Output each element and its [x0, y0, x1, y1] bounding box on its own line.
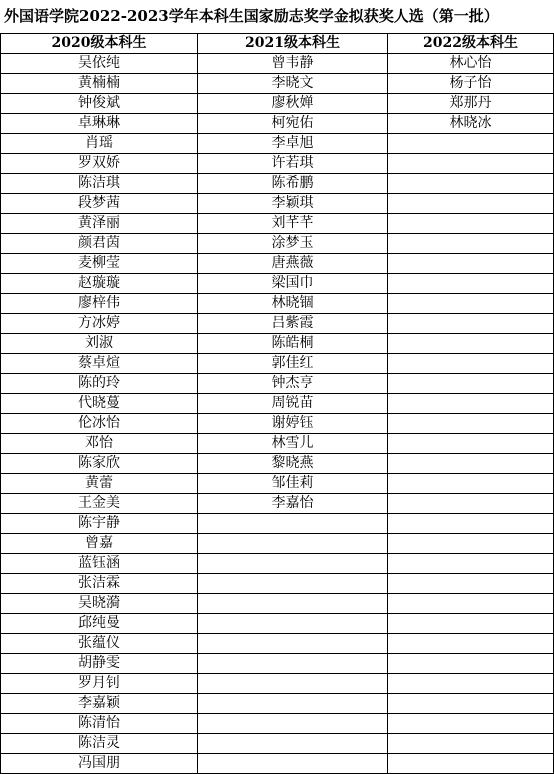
cell-grade-2021: 李卓旭: [198, 134, 388, 154]
table-row: [1, 254, 554, 274]
cell-grade-2022: [388, 754, 554, 774]
cell-grade-2020: 蓝钰涵: [1, 554, 198, 574]
cell-grade-2020: 陈的玲: [1, 374, 198, 394]
cell-grade-2022: [388, 234, 554, 254]
cell-grade-2021: [198, 734, 388, 754]
table-row: [1, 134, 554, 154]
cell-grade-2021: [198, 754, 388, 774]
cell-grade-2020: 冯国朋: [1, 754, 198, 774]
cell-grade-2020: 曾嘉: [1, 534, 198, 554]
cell-grade-2022: [388, 634, 554, 654]
table-row: [1, 274, 554, 294]
cell-grade-2021: 柯宛佑: [198, 114, 388, 134]
table-row: [1, 654, 554, 674]
cell-grade-2021: 林晓锢: [198, 294, 388, 314]
table-row: [1, 314, 554, 334]
cell-grade-2022: [388, 154, 554, 174]
cell-grade-2020: 赵璇璇: [1, 274, 198, 294]
cell-grade-2020: 刘淑: [1, 334, 198, 354]
table-row: [1, 114, 554, 134]
cell-grade-2020: 麦柳莹: [1, 254, 198, 274]
table-row: [1, 574, 554, 594]
cell-grade-2021: 李嘉怡: [198, 494, 388, 514]
table-row: [1, 634, 554, 654]
cell-grade-2021: 梁国巾: [198, 274, 388, 294]
cell-grade-2021: 吕紫霞: [198, 314, 388, 334]
table-row: [1, 534, 554, 554]
cell-grade-2021: 廖秋婵: [198, 94, 388, 114]
cell-grade-2020: 黄楠楠: [1, 74, 198, 94]
table-row: [1, 554, 554, 574]
cell-grade-2020: 张蕴仪: [1, 634, 198, 654]
cell-grade-2022: [388, 274, 554, 294]
cell-grade-2020: 代晓蔓: [1, 394, 198, 414]
cell-grade-2021: 林雪儿: [198, 434, 388, 454]
cell-grade-2021: 唐燕薇: [198, 254, 388, 274]
table-row: [1, 334, 554, 354]
cell-grade-2022: [388, 374, 554, 394]
cell-grade-2020: 蔡卓煊: [1, 354, 198, 374]
cell-grade-2021: 钟杰亨: [198, 374, 388, 394]
cell-grade-2021: 周锐苗: [198, 394, 388, 414]
table-row: [1, 694, 554, 714]
cell-grade-2021: 邹佳莉: [198, 474, 388, 494]
header-grade-2021: 2021级本科生: [198, 34, 388, 54]
cell-grade-2022: [388, 214, 554, 234]
cell-grade-2022: [388, 294, 554, 314]
cell-grade-2021: [198, 634, 388, 654]
cell-grade-2022: [388, 554, 554, 574]
cell-grade-2022: [388, 614, 554, 634]
table-row: [1, 714, 554, 734]
cell-grade-2020: 伦冰怡: [1, 414, 198, 434]
table-row: [1, 674, 554, 694]
cell-grade-2020: 王金美: [1, 494, 198, 514]
cell-grade-2021: 陈皓桐: [198, 334, 388, 354]
cell-grade-2020: 张洁霖: [1, 574, 198, 594]
table-row: [1, 234, 554, 254]
table-row: [1, 394, 554, 414]
cell-grade-2022: [388, 574, 554, 594]
cell-grade-2020: 罗月钊: [1, 674, 198, 694]
cell-grade-2022: [388, 394, 554, 414]
cell-grade-2020: 黄泽丽: [1, 214, 198, 234]
header-row: [1, 34, 554, 54]
cell-grade-2020: 邓怡: [1, 434, 198, 454]
cell-grade-2020: 方冰婷: [1, 314, 198, 334]
cell-grade-2022: 林晓冰: [388, 114, 554, 134]
cell-grade-2021: [198, 574, 388, 594]
cell-grade-2021: 谢婷钰: [198, 414, 388, 434]
header-grade-2020: 2020级本科生: [1, 34, 198, 54]
cell-grade-2020: 钟俊斌: [1, 94, 198, 114]
cell-grade-2020: 颜君茵: [1, 234, 198, 254]
cell-grade-2021: 涂梦玉: [198, 234, 388, 254]
cell-grade-2021: 曾韦静: [198, 54, 388, 74]
cell-grade-2022: 郑那丹: [388, 94, 554, 114]
cell-grade-2020: 李嘉颖: [1, 694, 198, 714]
cell-grade-2020: 吴依纯: [1, 54, 198, 74]
table-row: [1, 454, 554, 474]
cell-grade-2020: 段梦茜: [1, 194, 198, 214]
cell-grade-2022: [388, 434, 554, 454]
cell-grade-2021: 李颖琪: [198, 194, 388, 214]
cell-grade-2022: [388, 454, 554, 474]
table-row: [1, 374, 554, 394]
cell-grade-2021: 郭佳红: [198, 354, 388, 374]
table-row: [1, 494, 554, 514]
cell-grade-2022: [388, 414, 554, 434]
table-row: [1, 214, 554, 234]
cell-grade-2022: [388, 534, 554, 554]
cell-grade-2022: [388, 594, 554, 614]
table-row: [1, 594, 554, 614]
award-roster-table: [0, 33, 554, 774]
cell-grade-2021: 陈希鹏: [198, 174, 388, 194]
table-row: [1, 174, 554, 194]
cell-grade-2020: 肖瑶: [1, 134, 198, 154]
sheet-title: 外国语学院2022-2023学年本科生国家励志奖学金拟获奖人选（第一批）: [4, 7, 499, 25]
cell-grade-2021: [198, 594, 388, 614]
cell-grade-2022: [388, 134, 554, 154]
table-row: [1, 74, 554, 94]
cell-grade-2021: [198, 654, 388, 674]
table-row: [1, 414, 554, 434]
cell-grade-2022: [388, 194, 554, 214]
cell-grade-2022: [388, 254, 554, 274]
cell-grade-2020: 廖梓伟: [1, 294, 198, 314]
cell-grade-2022: 林心怡: [388, 54, 554, 74]
cell-grade-2022: [388, 514, 554, 534]
cell-grade-2021: [198, 554, 388, 574]
cell-grade-2020: 陈家欣: [1, 454, 198, 474]
table-row: [1, 94, 554, 114]
cell-grade-2020: 陈宇静: [1, 514, 198, 534]
table-row: [1, 614, 554, 634]
table-row: [1, 194, 554, 214]
cell-grade-2021: [198, 714, 388, 734]
cell-grade-2022: [388, 174, 554, 194]
table-row: [1, 754, 554, 774]
cell-grade-2020: 胡静雯: [1, 654, 198, 674]
cell-grade-2022: [388, 474, 554, 494]
table-row: [1, 514, 554, 534]
cell-grade-2022: [388, 314, 554, 334]
table-row: [1, 294, 554, 314]
cell-grade-2020: 陈洁琪: [1, 174, 198, 194]
cell-grade-2020: 陈洁灵: [1, 734, 198, 754]
table-row: [1, 474, 554, 494]
cell-grade-2020: 黄蕾: [1, 474, 198, 494]
cell-grade-2022: [388, 694, 554, 714]
cell-grade-2020: 卓琳琳: [1, 114, 198, 134]
table-row: [1, 434, 554, 454]
table-row: [1, 54, 554, 74]
table-row: [1, 154, 554, 174]
cell-grade-2021: [198, 694, 388, 714]
cell-grade-2021: [198, 514, 388, 534]
cell-grade-2021: [198, 534, 388, 554]
cell-grade-2021: 李晓文: [198, 74, 388, 94]
cell-grade-2022: [388, 354, 554, 374]
cell-grade-2021: [198, 674, 388, 694]
cell-grade-2022: 杨子怡: [388, 74, 554, 94]
header-grade-2022: 2022级本科生: [388, 34, 554, 54]
cell-grade-2020: 罗双娇: [1, 154, 198, 174]
cell-grade-2020: 陈清怡: [1, 714, 198, 734]
cell-grade-2022: [388, 674, 554, 694]
cell-grade-2021: [198, 614, 388, 634]
cell-grade-2022: [388, 734, 554, 754]
cell-grade-2022: [388, 654, 554, 674]
cell-grade-2021: 黎晓燕: [198, 454, 388, 474]
cell-grade-2020: 邱纯曼: [1, 614, 198, 634]
cell-grade-2021: 许若琪: [198, 154, 388, 174]
cell-grade-2020: 吴晓漪: [1, 594, 198, 614]
table-row: [1, 354, 554, 374]
cell-grade-2022: [388, 494, 554, 514]
cell-grade-2022: [388, 334, 554, 354]
roster-body: [1, 54, 554, 774]
table-row: [1, 734, 554, 754]
cell-grade-2022: [388, 714, 554, 734]
cell-grade-2021: 刘芊芊: [198, 214, 388, 234]
